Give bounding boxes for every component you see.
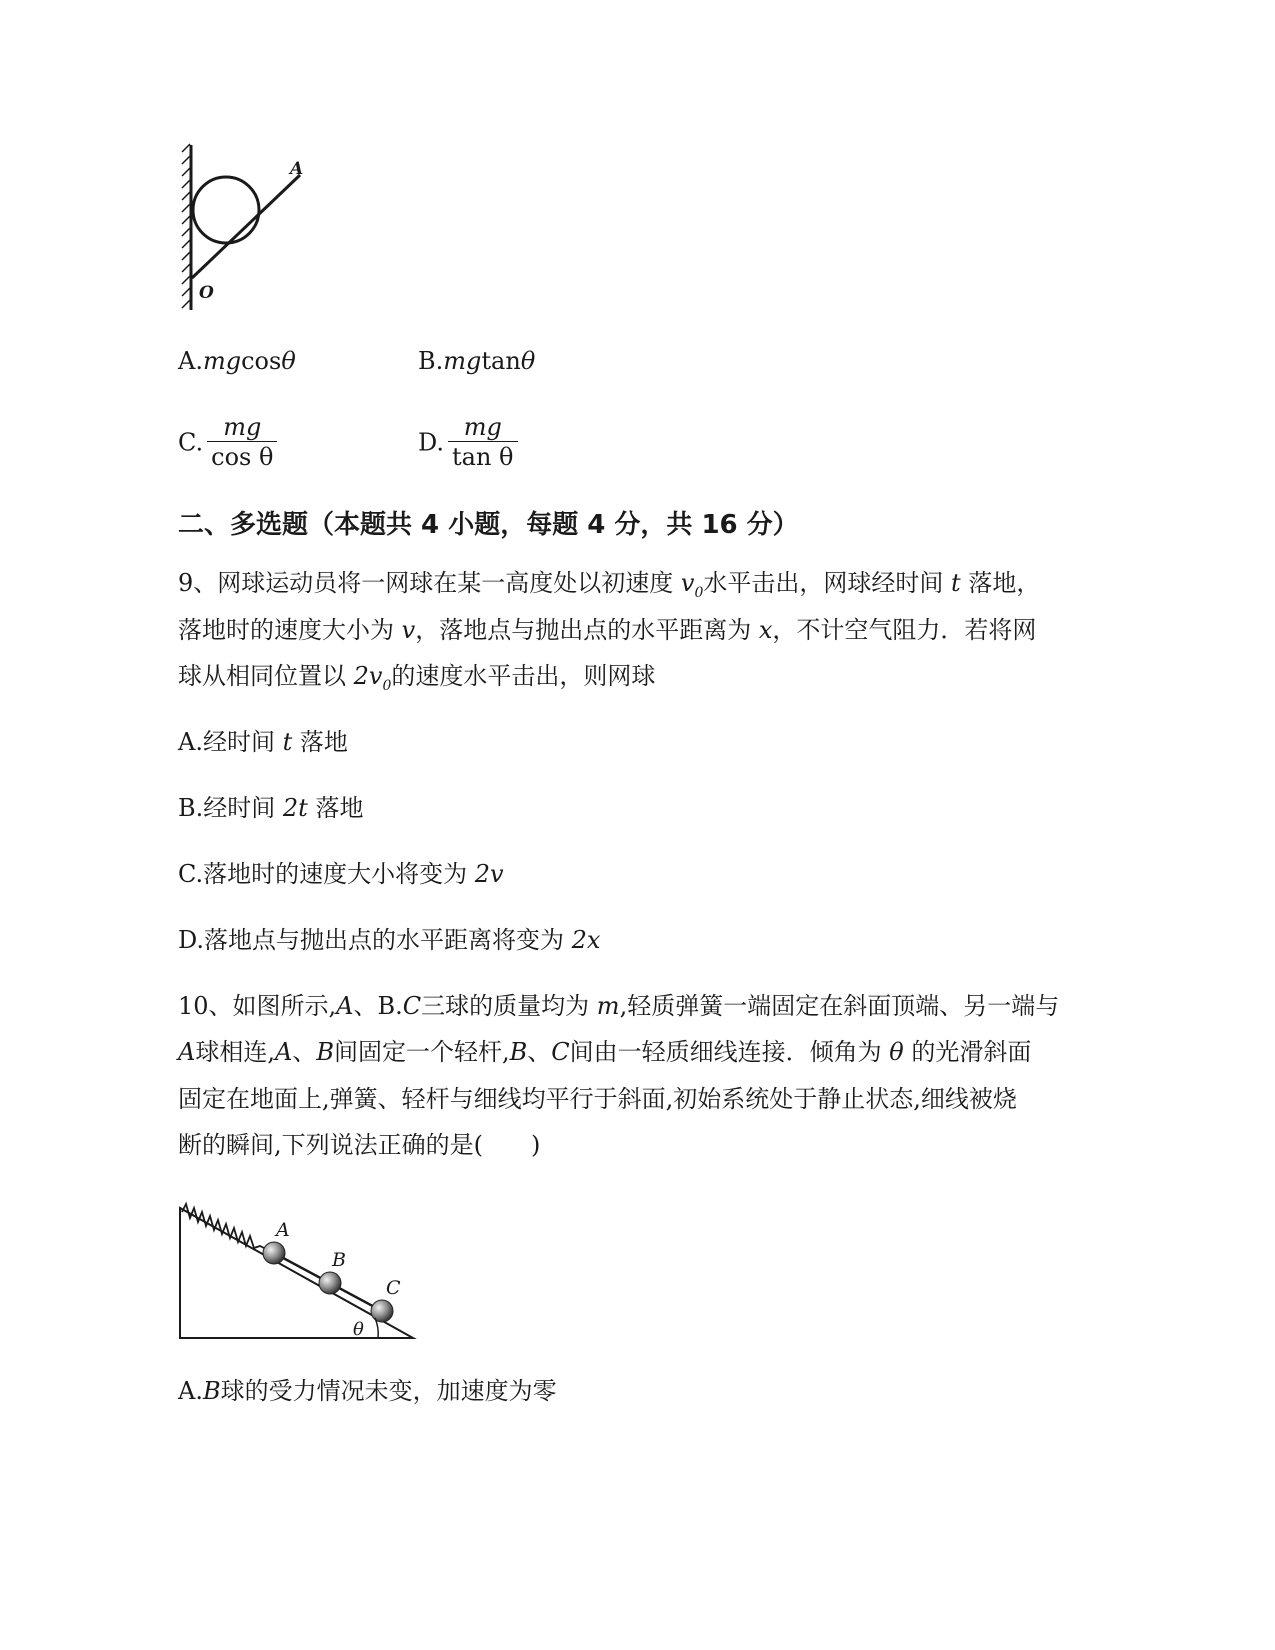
label-A: A [290, 159, 304, 179]
q10-option-a[interactable]: A.B球的受力情况未变，加速度为零 [178, 1377, 557, 1405]
label-O: O [199, 283, 214, 303]
q9-option-c[interactable]: C.落地时的速度大小将变为 2v [178, 860, 504, 888]
incline-spring-balls-figure [170, 1190, 430, 1350]
option-b-mg: mg [443, 347, 482, 375]
option-c-fraction [207, 413, 277, 472]
q8-option-c[interactable] [178, 413, 277, 472]
ball-a [263, 1242, 285, 1264]
q9-line-1: 9、网球运动员将一网球在某一高度处以初速度 $v_0$水平击出，网球经时间 t 落地， [178, 569, 1041, 601]
label-C: C [386, 1277, 401, 1299]
option-b-theta: θ [520, 347, 536, 375]
q10-line-3: 固定在地面上,弹簧、轻杆与细线均平行于斜面,初始系统处于静止状态,细线被烧 [178, 1085, 1017, 1113]
q8-option-b[interactable] [418, 345, 535, 377]
fraction-numerator: mg [223, 413, 262, 441]
fraction-numerator: mg [463, 413, 502, 441]
option-a-prefix: A. [178, 347, 203, 375]
wall-ball-incline-figure [170, 140, 320, 315]
q9-option-d[interactable]: D.落地点与抛出点的水平距离将变为 2x [178, 926, 601, 954]
q9-option-b[interactable]: B.经时间 2t 落地 [178, 794, 364, 822]
option-b-tan: tan [481, 347, 521, 375]
spring [182, 1204, 266, 1249]
ball [193, 177, 259, 243]
label-B: B [332, 1249, 346, 1271]
ball-b [319, 1272, 341, 1294]
ball-c [371, 1300, 393, 1322]
fraction-denominator: cos θ [207, 441, 277, 472]
option-a-mg: mg [202, 347, 242, 375]
option-d-prefix: D. [418, 428, 445, 457]
section-heading: 二、多选题（本题共 4 小题，每题 4 分，共 16 分） [178, 510, 799, 540]
q9-line-2: 落地时的速度大小为 v，落地点与抛出点的水平距离为 x，不计空气阻力．若将网 [178, 616, 1037, 644]
q10-line-2: A球相连,A、B间固定一个轻杆,B、C间由一轻质细线连接．倾角为 θ 的光滑斜面 [178, 1038, 1032, 1066]
option-a-theta: θ [281, 347, 296, 375]
q8-option-d[interactable] [418, 413, 518, 472]
q10-line-1: 10、如图所示,A、B.C三球的质量均为 m,轻质弹簧一端固定在斜面顶端、另一端与 [178, 992, 1060, 1020]
option-c-prefix: C. [178, 428, 204, 457]
option-a-cos: cos [241, 347, 282, 375]
option-b-prefix: B. [418, 347, 444, 375]
q8-option-a[interactable] [178, 345, 296, 377]
board-OA [192, 175, 300, 278]
q9-line-3: 球从相同位置以 $2v_0$的速度水平击出，则网球 [178, 662, 656, 694]
fraction-denominator: tan θ [448, 441, 518, 472]
q10-line-4: 断的瞬间,下列说法正确的是( ) [178, 1131, 541, 1159]
option-d-fraction [448, 413, 518, 472]
label-theta: θ [353, 1319, 364, 1340]
label-A: A [276, 1219, 290, 1241]
wall-hatching [182, 144, 190, 308]
q9-option-a[interactable]: A.经时间 t 落地 [178, 728, 348, 756]
